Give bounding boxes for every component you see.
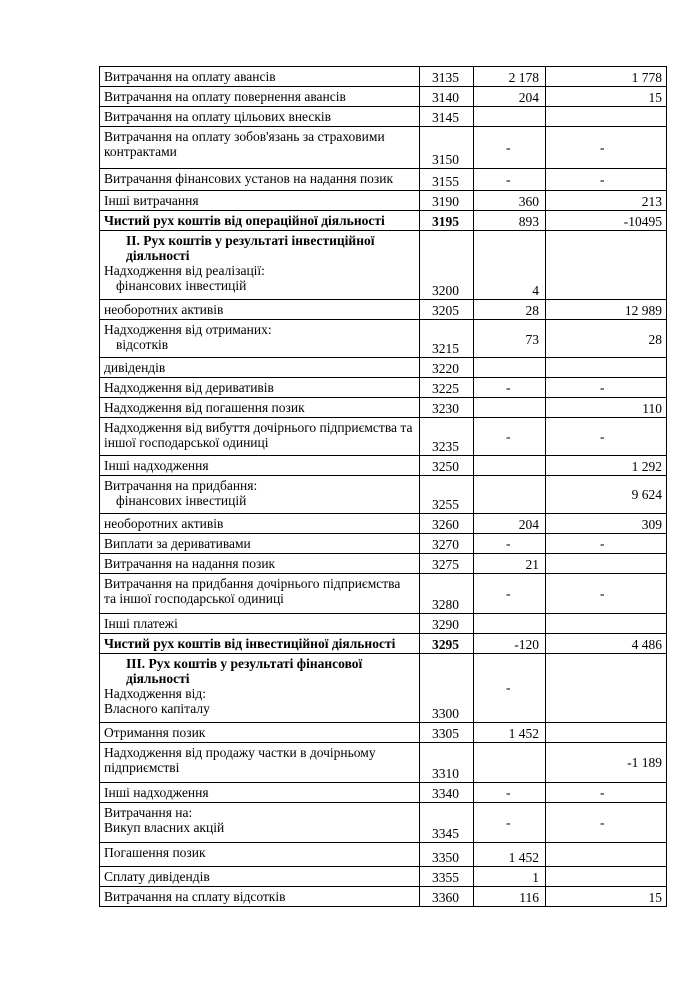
current-period-value [474,398,546,418]
row-code: 3205 [420,300,474,320]
row-code: 3200 [420,231,474,300]
current-period-value: - [474,169,546,191]
current-period-value: 1 452 [474,843,546,867]
current-period-value: - [474,574,546,614]
row-label: Надходження від продажу частки в дочірньому підприємстві [100,743,420,783]
row-code: 3195 [420,211,474,231]
row-label: Витрачання на оплату зобов'язань за страховими контрактами [100,127,420,169]
row-code: 3345 [420,803,474,843]
prior-period-value: -1 189 [546,743,667,783]
prior-period-value [546,231,667,300]
row-label: Надходження від деривативів [100,378,420,398]
row-label: дивідендів [100,358,420,378]
row-label: необоротних активів [100,514,420,534]
row-label [100,320,420,358]
prior-period-value: - [546,127,667,169]
row-label: Витрачання на придбання дочірнього підприємства та іншої господарської одиниці [100,574,420,614]
prior-period-value: -10495 [546,211,667,231]
current-period-value: 1 [474,867,546,887]
current-period-value: - [474,783,546,803]
table-row [100,534,667,554]
prior-period-value [546,614,667,634]
row-code: 3145 [420,107,474,127]
table-row [100,378,667,398]
table-row [100,67,667,87]
table-row [100,614,667,634]
row-label: Інші платежі [100,614,420,634]
prior-period-value [546,867,667,887]
row-label-line: Надходження від отриманих: [104,322,272,337]
row-label-line: Витрачання на: [104,805,193,820]
row-label-line: Власного капіталу [104,701,210,716]
current-period-value: 73 [474,320,546,358]
table-row [100,127,667,169]
row-label: Чистий рух коштів від операційної діяльності [100,211,420,231]
current-period-value [474,743,546,783]
current-period-value: - [474,418,546,456]
prior-period-value: - [546,574,667,614]
table-row [100,320,667,358]
table-row [100,514,667,534]
row-code: 3360 [420,887,474,907]
row-label-line: відсотків [116,337,169,352]
row-label: Інші надходження [100,456,420,476]
table-row [100,654,667,723]
prior-period-value: - [546,378,667,398]
current-period-value: 1 452 [474,723,546,743]
row-label-line: Витрачання на придбання: [104,478,258,493]
row-code: 3340 [420,783,474,803]
row-label [100,654,420,723]
row-label: Надходження від вибуття дочірнього підприємства та іншої господарської одиниці [100,418,420,456]
row-code: 3355 [420,867,474,887]
table-row [100,867,667,887]
current-period-value [474,358,546,378]
row-code: 3275 [420,554,474,574]
table-row [100,418,667,456]
table-row [100,783,667,803]
row-label: Чистий рух коштів від інвестиційної діяльності [100,634,420,654]
prior-period-value [546,358,667,378]
current-period-value [474,614,546,634]
row-label: необоротних активів [100,300,420,320]
table-row [100,723,667,743]
prior-period-value: - [546,534,667,554]
row-label: Інші витрачання [100,191,420,211]
row-label [100,476,420,514]
table-row [100,476,667,514]
row-code: 3350 [420,843,474,867]
row-label-line: Викуп власних акцій [104,820,225,835]
row-code: 3255 [420,476,474,514]
table-row [100,169,667,191]
current-period-value: - [474,803,546,843]
prior-period-value: 15 [546,87,667,107]
current-period-value [474,107,546,127]
section-heading: ІІ. Рух коштів у результаті інвестиційної діяльності [126,233,375,263]
row-code: 3310 [420,743,474,783]
table-row [100,803,667,843]
current-period-value: - [474,654,546,723]
current-period-value: 21 [474,554,546,574]
row-code: 3155 [420,169,474,191]
row-label: Інші надходження [100,783,420,803]
table-row [100,843,667,867]
row-label: Сплату дивідендів [100,867,420,887]
row-label-line: фінансових інвестицій [116,493,247,508]
current-period-value: 2 178 [474,67,546,87]
prior-period-value: - [546,803,667,843]
row-label: Виплати за деривативами [100,534,420,554]
prior-period-value [546,107,667,127]
table-row [100,358,667,378]
prior-period-value: 28 [546,320,667,358]
table-row [100,87,667,107]
row-code: 3230 [420,398,474,418]
table-row [100,456,667,476]
current-period-value: - [474,534,546,554]
current-period-value: 204 [474,87,546,107]
row-code: 3270 [420,534,474,554]
prior-period-value: 309 [546,514,667,534]
current-period-value: - [474,378,546,398]
prior-period-value [546,554,667,574]
current-period-value: 4 [474,231,546,300]
table-row [100,743,667,783]
row-label: Витрачання на оплату повернення авансів [100,87,420,107]
row-label-line: Надходження від реалізації: [104,263,265,278]
prior-period-value: - [546,169,667,191]
current-period-value: 893 [474,211,546,231]
section-heading: ІІІ. Рух коштів у результаті фінансової діяльності [126,656,363,686]
row-label [100,803,420,843]
current-period-value [474,476,546,514]
table-row-total [100,634,667,654]
row-code: 3305 [420,723,474,743]
row-label: Отримання позик [100,723,420,743]
current-period-value: 204 [474,514,546,534]
table-row [100,231,667,300]
row-code: 3220 [420,358,474,378]
current-period-value: 116 [474,887,546,907]
row-label: Витрачання фінансових установ на надання позик [100,169,420,191]
row-code: 3295 [420,634,474,654]
row-code: 3150 [420,127,474,169]
current-period-value: 28 [474,300,546,320]
row-label: Витрачання на сплату відсотків [100,887,420,907]
row-label: Витрачання на оплату цільових внесків [100,107,420,127]
prior-period-value: 1 778 [546,67,667,87]
row-label-line: фінансових інвестицій [116,278,247,293]
cash-flow-table [99,66,667,907]
row-code: 3135 [420,67,474,87]
table-row [100,887,667,907]
prior-period-value: 9 624 [546,476,667,514]
current-period-value [474,456,546,476]
row-label: Витрачання на оплату авансів [100,67,420,87]
current-period-value: 360 [474,191,546,211]
prior-period-value [546,723,667,743]
row-code: 3215 [420,320,474,358]
table-row [100,398,667,418]
row-label: Погашення позик [100,843,420,867]
row-code: 3280 [420,574,474,614]
row-code: 3300 [420,654,474,723]
table-row [100,554,667,574]
prior-period-value [546,654,667,723]
row-code: 3225 [420,378,474,398]
row-code: 3260 [420,514,474,534]
row-label-line: Надходження від: [104,686,206,701]
row-code: 3235 [420,418,474,456]
row-label: Витрачання на надання позик [100,554,420,574]
prior-period-value: 213 [546,191,667,211]
table-row-total [100,211,667,231]
prior-period-value: 12 989 [546,300,667,320]
prior-period-value: 1 292 [546,456,667,476]
table-row [100,300,667,320]
row-label [100,231,420,300]
prior-period-value: - [546,783,667,803]
table-row [100,574,667,614]
current-period-value: - [474,127,546,169]
table-row [100,191,667,211]
table-row [100,107,667,127]
row-code: 3250 [420,456,474,476]
row-label: Надходження від погашення позик [100,398,420,418]
prior-period-value: 15 [546,887,667,907]
prior-period-value [546,843,667,867]
prior-period-value: 110 [546,398,667,418]
current-period-value: -120 [474,634,546,654]
row-code: 3290 [420,614,474,634]
row-code: 3140 [420,87,474,107]
prior-period-value: - [546,418,667,456]
prior-period-value: 4 486 [546,634,667,654]
row-code: 3190 [420,191,474,211]
